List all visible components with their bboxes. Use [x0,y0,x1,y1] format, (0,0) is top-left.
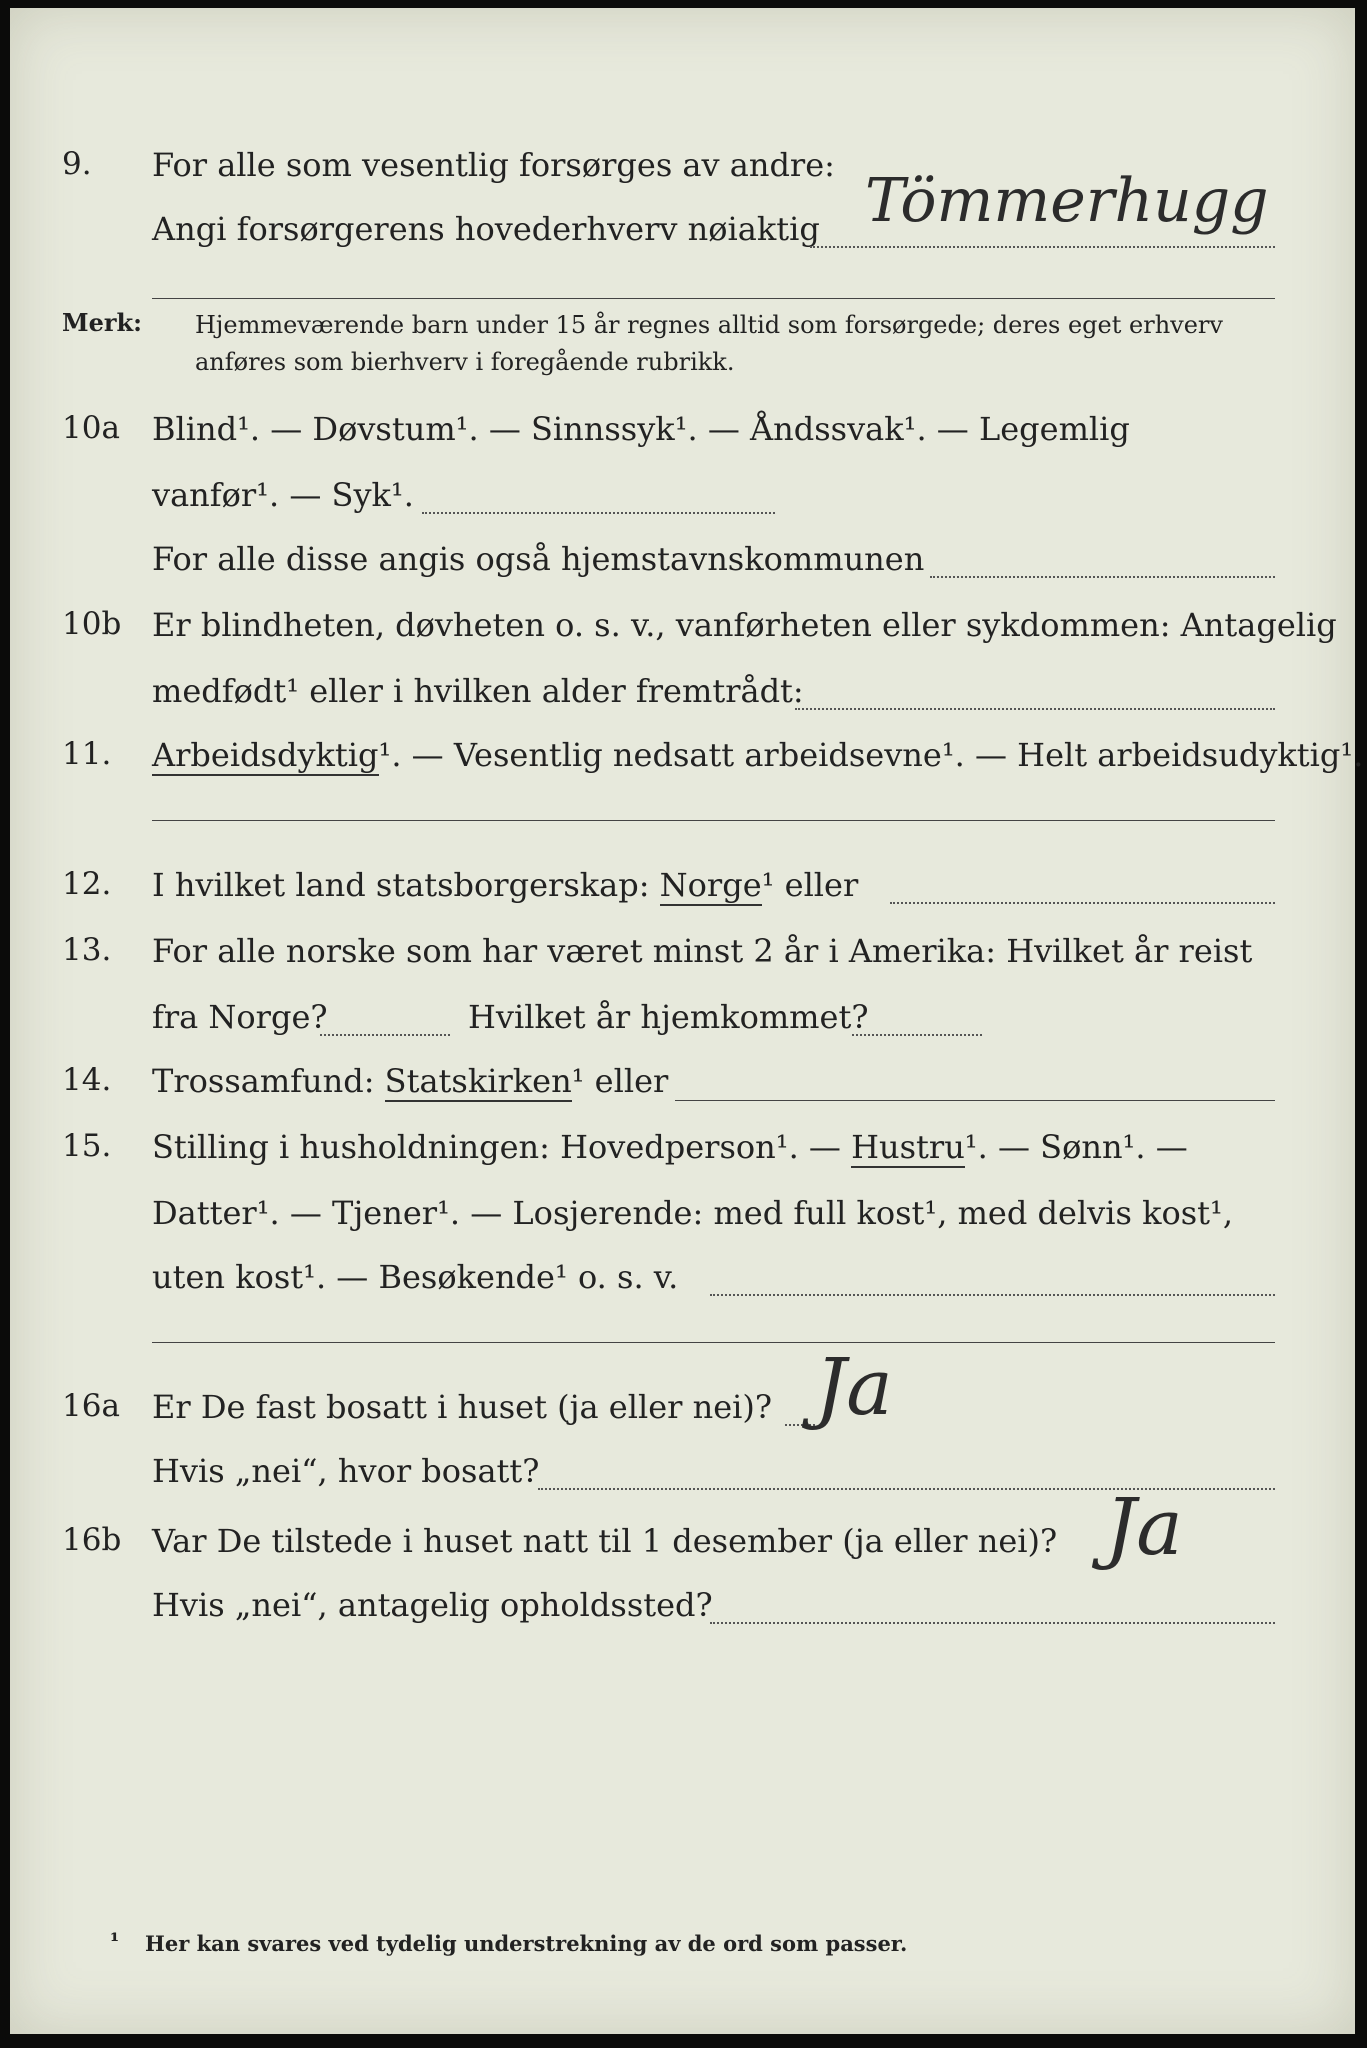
question-text: For alle som vesentlig forsørges av andre: [152,146,835,184]
answer-line [795,708,1275,710]
question-text: uten kost¹. — Besøkende¹ o. s. v. [152,1258,679,1296]
answer-line [890,902,1275,904]
question-text: ¹ eller [761,866,859,904]
question-text: Hvilket år hjemkommet? [468,998,869,1036]
separator [152,1342,1275,1343]
question-12 [10,856,1355,916]
question-number: 11. [62,736,112,772]
question-15-line3 [10,1248,1355,1308]
question-number: 10a [62,410,120,446]
question-number: 14. [62,1062,112,1098]
answer-line [810,246,1275,248]
answer-line [675,1100,1275,1101]
handwritten-answer: Tömmerhugg [865,166,1269,236]
question-text: Er blindheten, døvheten o. s. v., vanførheten eller sykdommen: Antagelig [152,606,1337,644]
note-label: Merk: [62,308,142,337]
question-10b [10,596,1355,656]
question-text: ¹. — Vesentlig nedsatt arbeidsevne¹. — Helt arbeidsudyktig¹. [378,736,1364,774]
underlined-answer: Hustru [851,1128,965,1166]
question-10a [10,400,1355,460]
question-13-line2 [10,988,1355,1048]
question-number: 15. [62,1128,112,1164]
question-number: 10b [62,606,122,642]
separator [152,298,1275,299]
underlined-answer: Arbeidsdyktig [152,736,379,774]
answer-line [710,1622,1275,1624]
question-number: 13. [62,932,112,968]
handwritten-answer: Ja [1105,1483,1183,1573]
question-text: I hvilket land statsborgerskap: [152,866,650,904]
question-text: For alle norske som har været minst 2 år i Amerika: Hvilket år reist [152,932,1253,970]
answer-line [320,1034,450,1036]
question-text: ¹. — Sønn¹. — [964,1128,1188,1166]
note-text: anføres som bierhverv i foregående rubrikk. [195,348,735,376]
handwritten-answer: Ja [815,1343,893,1433]
question-text: Var De tilstede i huset natt til 1 desember (ja eller nei)? [152,1522,1058,1560]
question-number: 9. [62,146,92,182]
question-10a-line2 [10,466,1355,526]
question-13 [10,922,1355,982]
question-16b-line2 [10,1576,1355,1636]
note-text: Hjemmeværende barn under 15 år regnes alltid som forsørgede; deres eget erhverv [195,311,1223,339]
question-15 [10,1118,1355,1178]
footnote-mark: ¹ [110,1928,120,1953]
answer-line [785,1424,815,1426]
question-text: vanfør¹. — Syk¹. [152,476,414,514]
separator [152,820,1275,821]
question-text: fra Norge? [152,998,328,1036]
question-11 [10,726,1364,786]
question-text: Er De fast bosatt i huset (ja eller nei)? [152,1388,773,1426]
question-15-line2 [10,1184,1355,1244]
question-text: Stilling i husholdningen: Hovedperson¹. — [152,1128,841,1166]
question-number: 16b [62,1522,122,1558]
question-text: Trossamfund: [152,1062,375,1100]
answer-line [422,512,775,514]
question-text: Angi forsørgerens hovederhverv nøiaktig [152,210,820,248]
census-form-page [10,8,1364,2034]
answer-line [930,576,1275,578]
footnote-text: Her kan svares ved tydelig understrekning av de ord som passer. [145,1931,908,1956]
question-text: For alle disse angis også hjemstavnskommunen [152,540,925,578]
question-16a [10,1378,1355,1438]
question-text: medfødt¹ eller i hvilken alder fremtrådt: [152,672,804,710]
question-text: Blind¹. — Døvstum¹. — Sinnssyk¹. — Åndssvak¹. — Legemlig [152,410,1130,448]
answer-line [710,1294,1275,1296]
question-text: Hvis „nei“, hvor bosatt? [152,1452,540,1490]
question-10b-line2 [10,662,1355,722]
question-10a-line3 [10,530,1355,590]
question-text: ¹ eller [571,1062,669,1100]
question-text: Datter¹. — Tjener¹. — Losjerende: med full kost¹, med delvis kost¹, [152,1194,1234,1232]
answer-line [852,1034,982,1036]
question-14 [10,1052,1355,1112]
question-text: Hvis „nei“, antagelig opholdssted? [152,1586,713,1624]
underlined-answer: Statskirken [384,1062,572,1100]
question-number: 16a [62,1388,120,1424]
underlined-answer: Norge [659,866,762,904]
question-number: 12. [62,866,112,902]
